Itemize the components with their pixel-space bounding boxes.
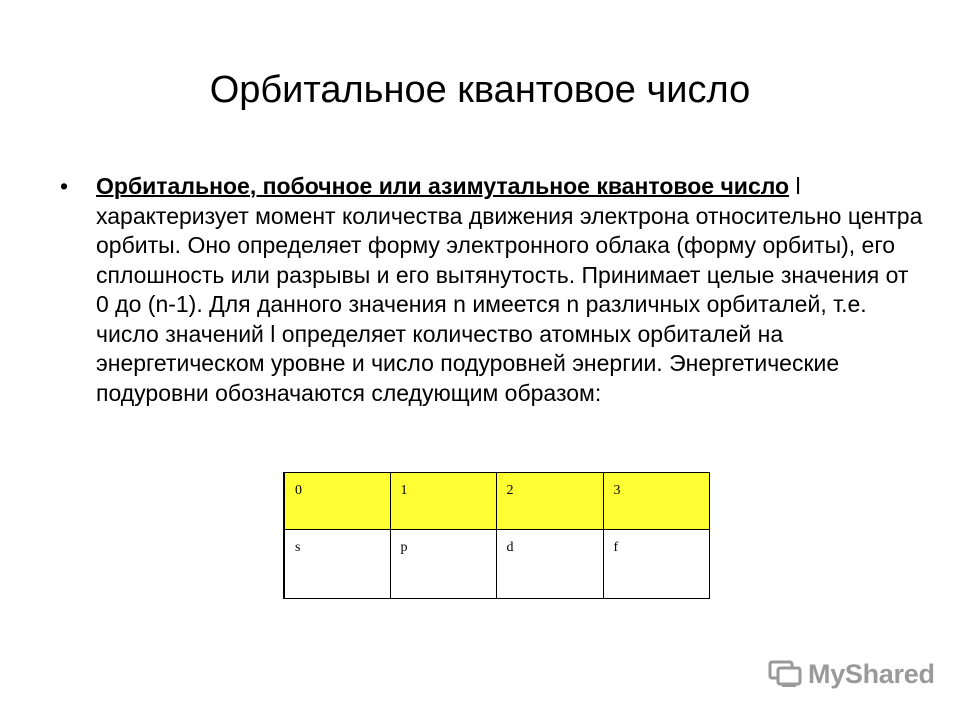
bullet-body: l характеризует момент количества движения электрона относительно центра орбиты. Оно определяет форму электронного облака (форму орбиты), его сплошность или разрывы и его вытянутость. Принимает целые значения от 0 до (n-1). Для данного значения n имеется n различных орбиталей, т.е. число значений l определяет количество атомных орбиталей на энергетическом уровне и число подуровней энергии. Энергетические подуровни обозначаются следующим образом:: [96, 173, 923, 406]
watermark: [768, 656, 935, 692]
table-cell: p: [390, 530, 496, 599]
bullet-paragraph: [96, 172, 926, 408]
watermark-text: MyShared: [808, 658, 935, 689]
table-cell: d: [496, 530, 603, 599]
myshared-logo-icon: [768, 659, 802, 689]
table-cell: 1: [390, 473, 496, 530]
bullet-term: Орбитальное, побочное или азимутальное квантовое число: [96, 173, 790, 199]
table-cell: 2: [496, 473, 603, 530]
table-row-letters: [284, 530, 709, 599]
table-cell: s: [284, 530, 390, 599]
slide-title: Орбитальное квантовое число: [209, 69, 751, 111]
table-cell: f: [603, 530, 709, 599]
table-row-values: [284, 473, 709, 530]
sublevel-table: [283, 472, 710, 599]
table-cell: 3: [603, 473, 709, 530]
bullet-marker: •: [60, 173, 69, 199]
table-cell: 0: [284, 473, 390, 530]
